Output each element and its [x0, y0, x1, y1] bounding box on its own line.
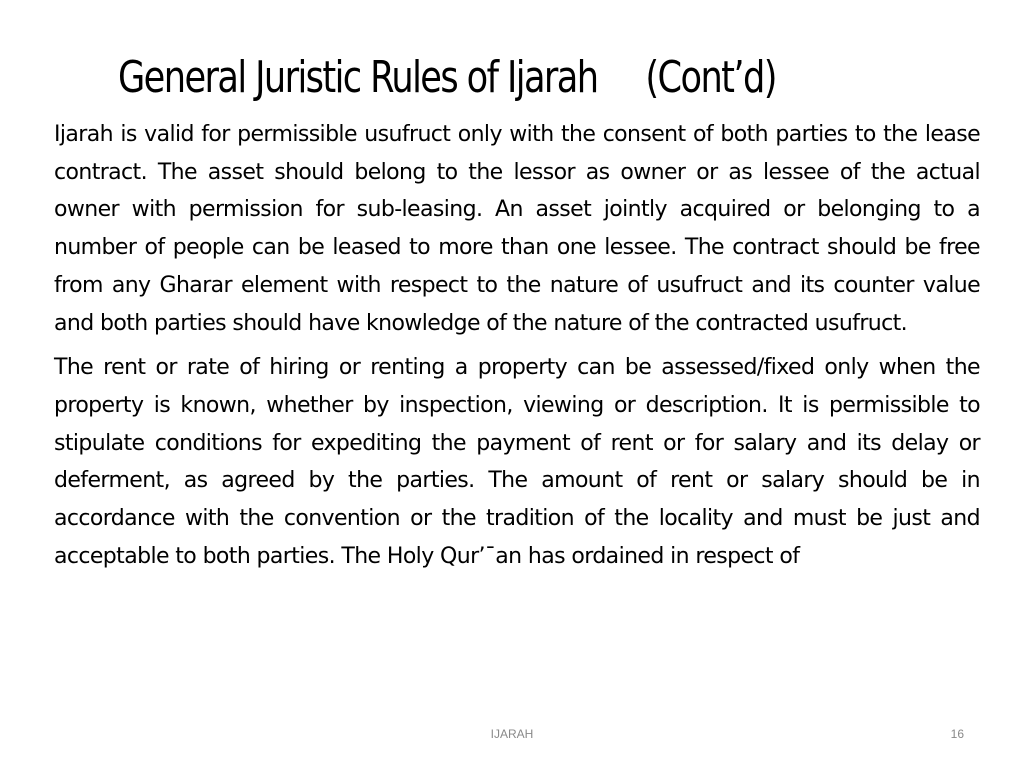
body-paragraph-2: The rent or rate of hiring or renting a property can be assessed/fixed only when the property is known, whether by inspection, viewing or description. It is permissible to stipulate conditions for expediting the payment of rent or for salary and its delay or deferment, as agreed by the parties. The amount of rent or salary should be in accordance with the convention or the tradition of the locality and must be just and acceptable to both parties. The Holy Qur’¯an has ordained in respect of: [54, 355, 980, 569]
footer-label: IJARAH: [490, 727, 534, 741]
page-number: 16: [950, 727, 964, 741]
body-paragraph-1: Ijarah is valid for permissible usufruct only with the consent of both parties to the lease contract. The asset should belong to the lessor as owner or as lessee of the actual owner with permission for sub-leasing. An asset jointly acquired or belonging to a number of people can be leased to more than one lessee. The contract should be free from any Gharar element with respect to the nature of usufruct and its counter value and both parties should have knowledge of the nature of the contracted usufruct.: [54, 122, 980, 336]
slide-title: General Juristic Rules of Ijarah (Cont’d): [118, 52, 776, 103]
slide-body: [54, 116, 980, 575]
